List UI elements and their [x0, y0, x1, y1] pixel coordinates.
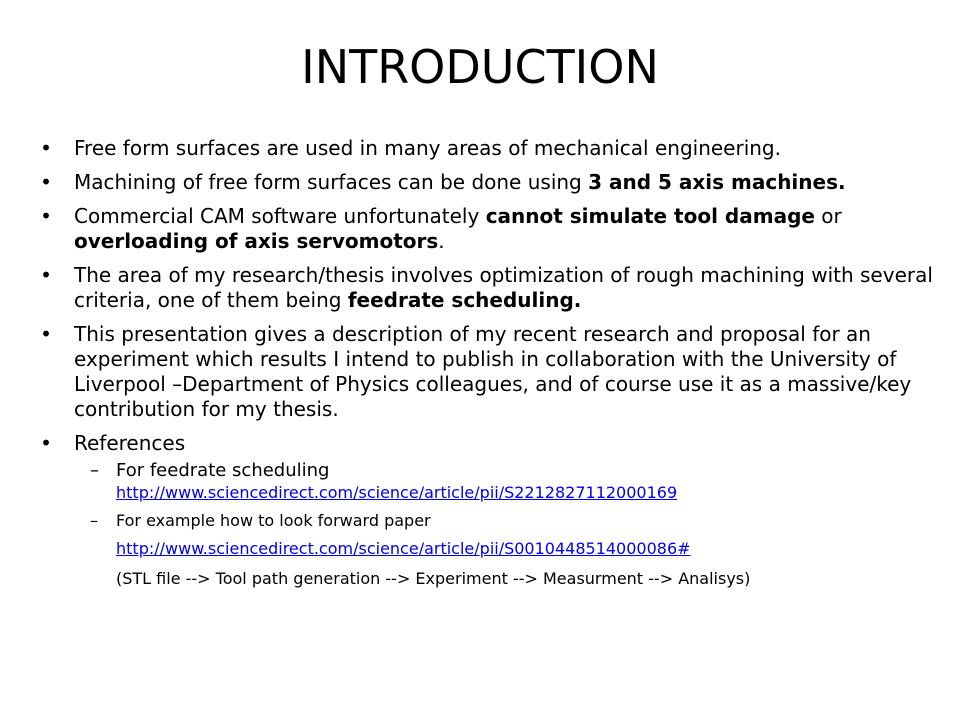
reference-link[interactable]: http://www.sciencedirect.com/science/article/pii/S0010448514000086# [116, 539, 691, 558]
bullet-icon: • [40, 322, 52, 346]
reference-link-line [36, 538, 936, 560]
bullet-bold-text: 3 and 5 axis machines. [588, 170, 846, 194]
bullet-text: . [438, 229, 445, 253]
reference-label: For example how to look forward paper [116, 511, 431, 530]
reference-item [36, 510, 936, 532]
pipeline-text: (STL file --> Tool path generation --> Experiment --> Measurment --> Analisys) [116, 569, 751, 588]
bullet-text: This presentation gives a description of my recent research and proposal for an experiment which results I intend to publish in collaboration with the University of Liverpool –Department of Physics colleagues, and of course use it as a massive/key contribution for my thesis. [74, 322, 912, 421]
bullet-bold-text: cannot simulate tool damage [485, 204, 815, 228]
bullet-text: Free form surfaces are used in many areas of mechanical engineering. [74, 136, 781, 160]
reference-link[interactable]: http://www.sciencedirect.com/science/article/pii/S2212827112000169 [116, 483, 678, 502]
bullet-icon: • [40, 431, 52, 455]
reference-item [36, 460, 936, 504]
bullet-icon: • [40, 204, 52, 228]
bullet-item [36, 170, 936, 195]
bullet-text: Commercial CAM software unfortunately [74, 204, 486, 228]
bullet-item [36, 263, 936, 313]
bullet-bold-text: overloading of axis servomotors [74, 229, 439, 253]
bullet-text: Machining of free form surfaces can be done using [74, 170, 589, 194]
bullet-text: The area of my research/thesis involves optimization of rough machining with several criteria, one of them being [74, 263, 933, 312]
reference-label: For feedrate scheduling [116, 460, 330, 481]
bullet-item [36, 136, 936, 161]
bullet-item [36, 322, 936, 422]
slide-content [36, 136, 936, 598]
bullet-item-references [36, 431, 936, 456]
bullet-icon: • [40, 136, 52, 160]
bullet-item [36, 204, 936, 254]
dash-icon: – [90, 460, 99, 481]
bullet-text: or [814, 204, 842, 228]
bullet-icon: • [40, 263, 52, 287]
bullet-text: References [74, 431, 186, 455]
bullet-icon: • [40, 170, 52, 194]
bullet-bold-text: feedrate scheduling. [347, 288, 582, 312]
slide-title: INTRODUCTION [301, 40, 659, 94]
dash-icon: – [90, 511, 98, 530]
